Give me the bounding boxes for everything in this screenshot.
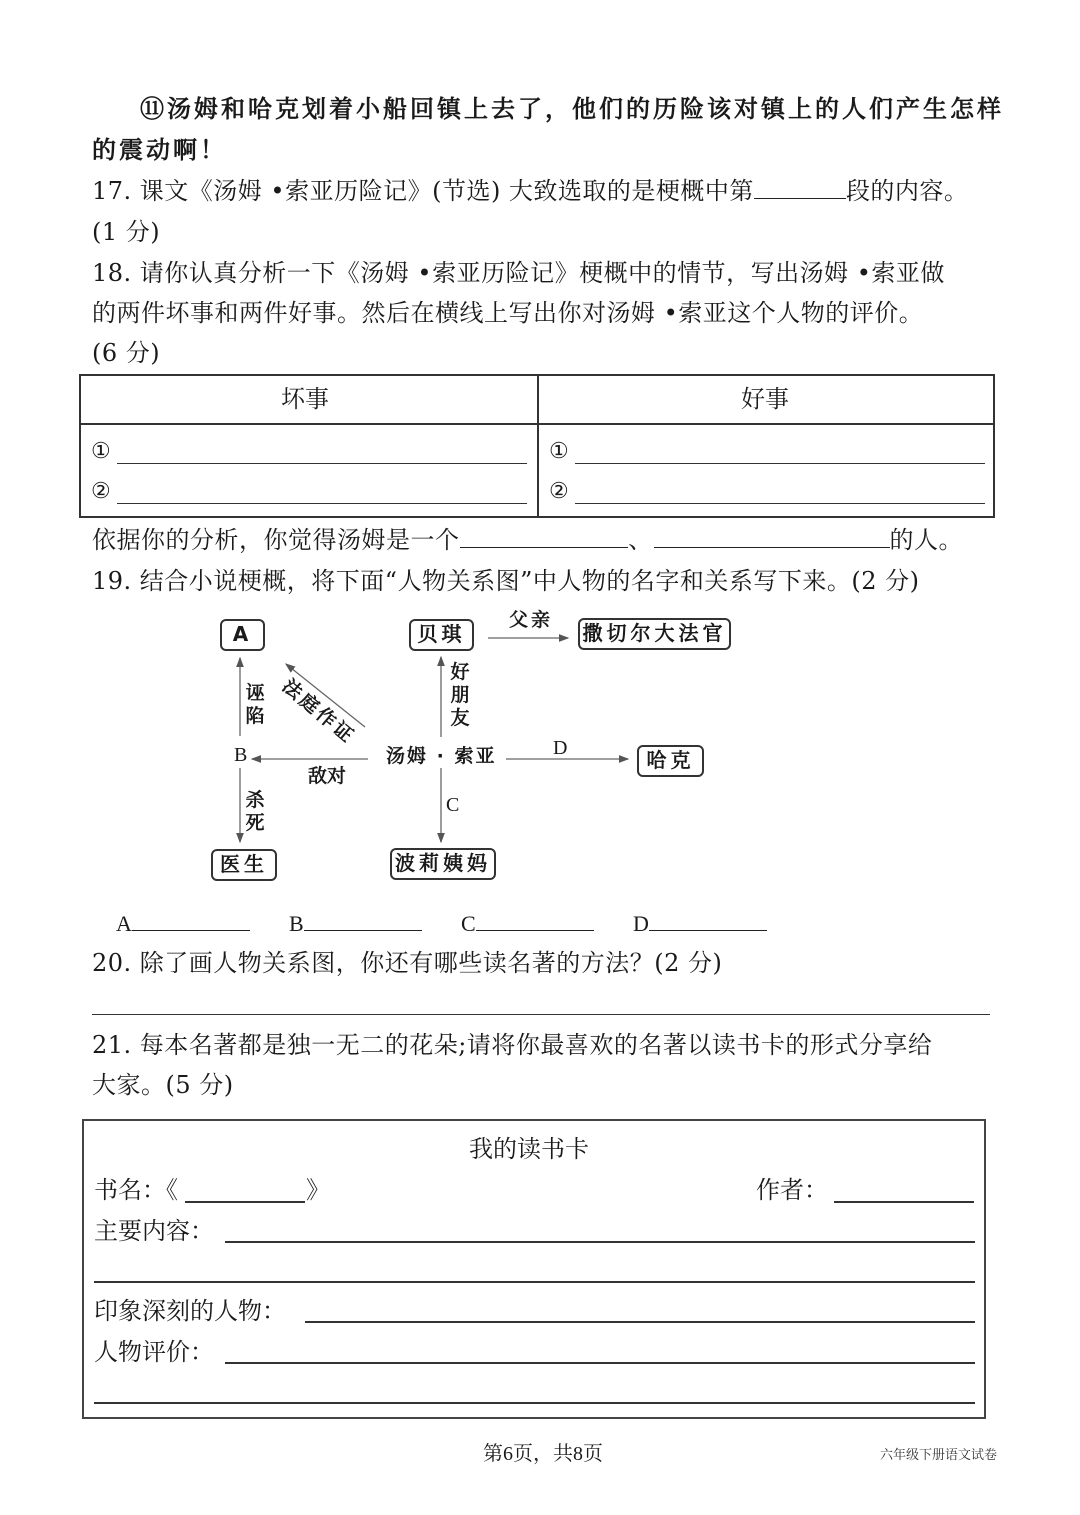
character-review-input-line2[interactable] bbox=[94, 1402, 975, 1404]
answer-d-label: D bbox=[633, 911, 650, 936]
evaluation-separator: 、 bbox=[628, 526, 653, 554]
book-name-label: 书名：《 bbox=[94, 1176, 178, 1204]
diagram-node-a bbox=[220, 619, 265, 651]
good-deed-2-marker: ② bbox=[549, 479, 569, 504]
book-name-close-bracket: 》 bbox=[306, 1176, 330, 1204]
diagram-node-b: B bbox=[234, 744, 248, 766]
edge-label-c: C bbox=[446, 794, 460, 816]
edge-label-father: 父亲 bbox=[509, 609, 554, 631]
evaluation-suffix: 的人。 bbox=[889, 526, 963, 554]
table-header-bad-deeds: 坏事 bbox=[281, 385, 329, 413]
edge-label-frame: 诬陷 bbox=[245, 682, 265, 727]
edge-label-kill: 杀死 bbox=[245, 789, 265, 834]
question-18-score: (6 分) bbox=[92, 339, 161, 367]
node-judge-label: 撒切尔大法官 bbox=[582, 621, 727, 645]
answer-c bbox=[461, 908, 594, 939]
answer-d-blank[interactable] bbox=[649, 908, 767, 931]
question-17-score: (1 分) bbox=[92, 218, 161, 246]
answer-c-label: C bbox=[461, 911, 477, 936]
memorable-character-input[interactable] bbox=[305, 1321, 975, 1323]
answer-b-blank[interactable] bbox=[304, 908, 422, 931]
diagram-node-becky bbox=[409, 619, 474, 651]
diagram-center-tom-sawyer: 汤姆 · 索亚 bbox=[386, 745, 497, 767]
reading-card bbox=[82, 1119, 986, 1419]
character-review-label: 人物评价： bbox=[94, 1338, 214, 1366]
answer-d bbox=[633, 908, 767, 939]
memorable-character-label: 印象深刻的人物： bbox=[94, 1297, 286, 1325]
diagram-node-doctor bbox=[211, 849, 277, 881]
edge-label-d: D bbox=[553, 737, 568, 759]
author-label: 作者： bbox=[756, 1176, 828, 1204]
question-17-text: 17. 课文《汤姆 •索亚历险记》(节选) 大致选取的是梗概中第 bbox=[92, 177, 754, 205]
answer-a-label: A bbox=[116, 911, 133, 936]
evaluation-prefix: 依据你的分析，你觉得汤姆是一个 bbox=[92, 526, 460, 554]
bad-deed-1-marker: ① bbox=[91, 439, 111, 464]
question-18-line2: 的两件坏事和两件好事。然后在横线上写出你对汤姆 •索亚这个人物的评价。 bbox=[92, 299, 924, 327]
bad-deed-2-marker: ② bbox=[91, 479, 111, 504]
question-18-line1: 18. 请你认真分析一下《汤姆 •索亚历险记》梗概中的情节，写出汤姆 •索亚做 bbox=[92, 259, 945, 287]
edge-label-hostile: 敌对 bbox=[308, 765, 347, 787]
question-19-text: 19. 结合小说梗概，将下面“人物关系图”中人物的名字和关系写下来。(2 分) bbox=[92, 567, 920, 595]
exam-title: 六年级下册语文试卷 bbox=[880, 1447, 998, 1462]
main-content-input-line2[interactable] bbox=[94, 1281, 975, 1283]
book-name-input[interactable] bbox=[185, 1201, 305, 1203]
answer-a-blank[interactable] bbox=[132, 908, 250, 931]
main-content-label: 主要内容： bbox=[94, 1217, 214, 1245]
answer-a bbox=[116, 908, 250, 939]
node-becky-label: 贝琪 bbox=[417, 622, 466, 646]
edge-label-good-friend: 好朋友 bbox=[450, 661, 470, 729]
edge-label-court-testimony: 法庭作证 bbox=[277, 675, 360, 749]
question-21-line1: 21. 每本名著都是独一无二的花朵;请将你最喜欢的名著以读书卡的形式分享给 bbox=[92, 1031, 933, 1059]
table-header-good-deeds: 好事 bbox=[741, 385, 789, 413]
question-21-line2: 大家。(5 分) bbox=[92, 1071, 234, 1099]
author-input[interactable] bbox=[834, 1201, 974, 1203]
character-review-input-line1[interactable] bbox=[225, 1362, 975, 1364]
node-aunt-label: 波莉姨妈 bbox=[395, 851, 491, 875]
answer-c-blank[interactable] bbox=[476, 908, 594, 931]
answer-b bbox=[289, 908, 422, 939]
passage-paragraph-11-line2: 的震动啊！ bbox=[92, 136, 227, 164]
diagram-node-huck bbox=[637, 745, 704, 777]
question-20-text: 20. 除了画人物关系图，你还有哪些读名著的方法？(2 分) bbox=[92, 949, 723, 977]
good-deed-1-marker: ① bbox=[549, 439, 569, 464]
passage-paragraph-11-line1: ⑪汤姆和哈克划着小船回镇上去了，他们的历险该对镇上的人们产生怎样 bbox=[140, 95, 1004, 123]
main-content-input-line1[interactable] bbox=[225, 1241, 975, 1243]
answer-b-label: B bbox=[289, 911, 305, 936]
page-number: 第6页，共8页 bbox=[483, 1443, 603, 1465]
node-a-label: A bbox=[232, 622, 253, 646]
node-doctor-label: 医生 bbox=[220, 852, 268, 876]
reading-card-title: 我的读书卡 bbox=[469, 1135, 589, 1163]
node-huck-label: 哈克 bbox=[646, 748, 695, 772]
question-17-text-after: 段的内容。 bbox=[845, 177, 969, 205]
diagram-node-judge-thatcher bbox=[578, 618, 731, 650]
question-20-answer-line[interactable] bbox=[92, 1014, 990, 1015]
diagram-node-aunt-polly bbox=[390, 848, 496, 880]
